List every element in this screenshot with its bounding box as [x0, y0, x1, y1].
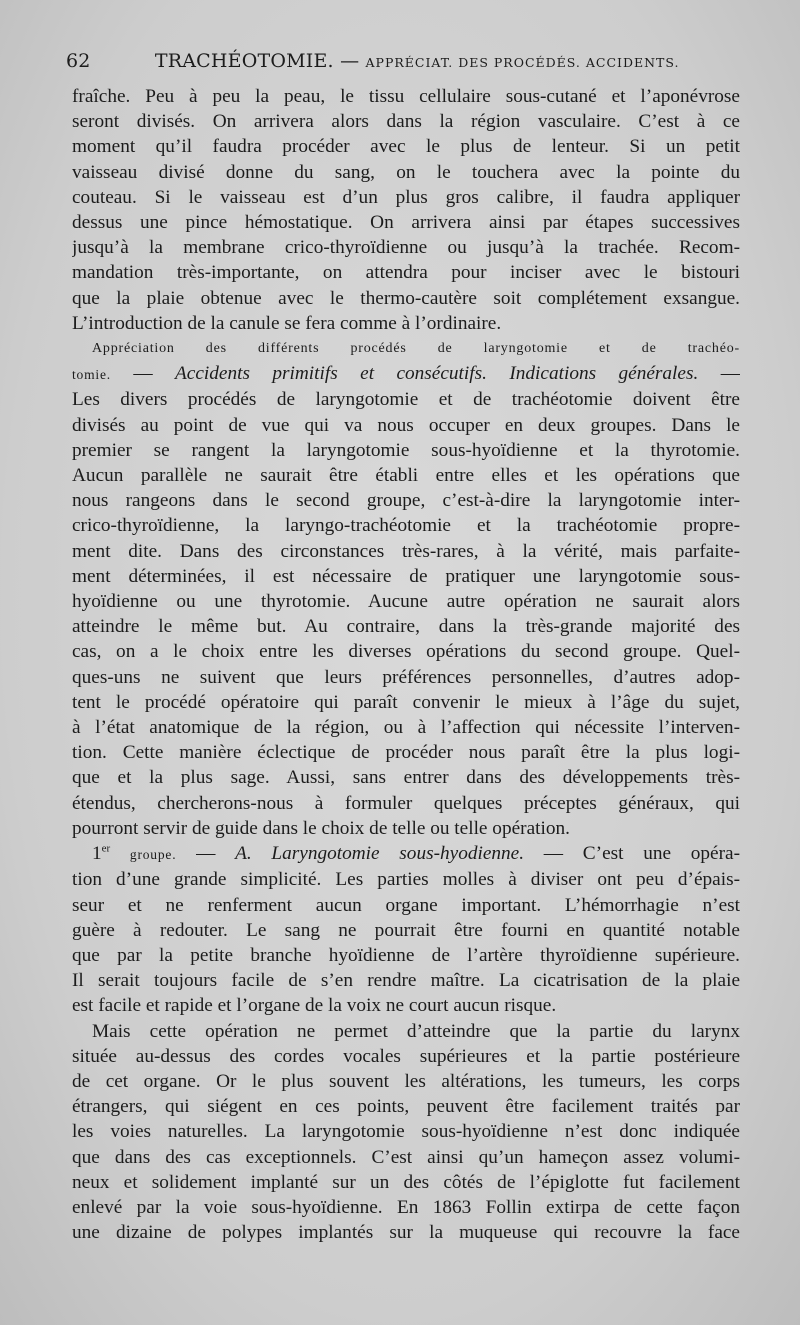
- text-line: guère à redouter. Le sang ne pourrait être fourni en quantité notable: [72, 919, 740, 941]
- group-number: 1: [92, 843, 102, 865]
- header-subtitle: APPRÉCIAT. DES PROCÉDÉS. ACCIDENTS.: [365, 55, 680, 70]
- text-line: divisés au point de vue qui va nous occuper en deux groupes. Dans le: [72, 414, 740, 436]
- page-number: 62: [66, 50, 91, 72]
- text-line: ment dite. Dans des circonstances très-rares, à la vérité, mais parfaite-: [72, 540, 740, 562]
- text-line: située au-dessus des cordes vocales supérieures et la partie postérieure: [72, 1045, 740, 1067]
- section-heading-tail: [72, 361, 740, 387]
- text-line: Aucun parallèle ne saurait être établi entre elles et les opérations que: [72, 465, 740, 487]
- running-header: [66, 50, 746, 72]
- text-line: mandation très-importante, on attendra pour inciser avec le bistouri: [72, 262, 740, 284]
- text-line: que et la plus sage. Aussi, sans entrer dans des développements très-: [72, 767, 740, 789]
- group-dash: —: [196, 843, 216, 865]
- text-line: couteau. Si le vaisseau est d’un plus gros calibre, il faudra appliquer: [72, 186, 740, 208]
- section-heading: Appréciation des différents procédés de laryngotomie et de trachéo-: [92, 341, 740, 357]
- text-line: dessus une pince hémostatique. On arrivera ainsi par étapes successives: [72, 212, 740, 234]
- group-heading-line: [72, 841, 740, 867]
- text-line: tion d’une grande simplicité. Les parties molles à diviser ont peu d’épais-: [72, 869, 740, 891]
- text-line: atteindre le même but. Au contraire, dans la très-grande majorité des: [72, 616, 740, 638]
- text-line: les voies naturelles. La laryngotomie sous-hyoïdienne n’est donc indiquée: [72, 1121, 740, 1143]
- text-line: est facile et rapide et l’organe de la voix ne court aucun risque.: [72, 995, 557, 1017]
- group-number-suffix: er: [101, 842, 111, 855]
- text-line: que la plaie obtenue avec le thermo-cautère soit complétement exsangue.: [72, 287, 740, 309]
- text-line: Les divers procédés de laryngotomie et de trachéotomie doivent être: [72, 389, 740, 411]
- text-line: pourront servir de guide dans le choix de telle ou telle opération.: [72, 817, 570, 839]
- header-dash: —: [340, 50, 360, 72]
- text-line: vaisseau divisé donne du sang, on le touchera avec la pointe du: [72, 161, 740, 183]
- group-word: groupe.: [129, 847, 177, 863]
- text-line: enlevé par la voie sous-hyoïdienne. En 1863 Follin extirpa de cette façon: [72, 1196, 740, 1218]
- text-line: neux et solidement implanté sur un des côtés de l’épiglotte fut facilement: [72, 1171, 740, 1193]
- text-line: cas, on a le choix entre les diverses opérations du second groupe. Quel-: [72, 641, 740, 663]
- text-line: que par la petite branche hyoïdienne de l’artère thyroïdienne supérieure.: [72, 944, 740, 966]
- text-line: ment déterminées, il est nécessaire de pratiquer une laryngotomie sous-: [72, 565, 740, 587]
- section-heading-end-dash: —: [720, 363, 740, 385]
- text-line: moment qu’il faudra procéder avec le plus de lenteur. Si un petit: [72, 136, 740, 158]
- text-line: Il serait toujours facile de s’en rendre maître. La cicatrisation de la plaie: [72, 970, 740, 992]
- group-rest: — C’est une opéra-: [543, 843, 740, 865]
- text-line: L’introduction de la canule se fera comme à l’ordinaire.: [72, 312, 502, 334]
- text-line: nous rangeons dans le second groupe, c’est-à-dire la laryngotomie inter-: [72, 490, 740, 512]
- text-line: étrangers, qui siégent en ces points, peuvent être facilement traités par: [72, 1096, 740, 1118]
- section-heading-tomie: tomie.: [72, 367, 111, 383]
- text-line: seront divisés. On arrivera alors dans la région vasculaire. C’est à ce: [72, 111, 740, 133]
- header-title: TRACHÉOTOMIE.: [154, 50, 334, 72]
- group-subtitle: A. Laryngotomie sous-hyodienne.: [235, 843, 525, 865]
- text-line: une dizaine de polypes implantés sur la muqueuse qui recouvre la face: [72, 1222, 740, 1244]
- text-line: jusqu’à la membrane crico-thyroïdienne ou jusqu’à la trachée. Recom-: [72, 237, 740, 259]
- text-line: fraîche. Peu à peu la peau, le tissu cellulaire sous-cutané et l’aponévrose: [72, 86, 740, 107]
- section-heading-subtitle: Accidents primitifs et consécutifs. Indications générales.: [175, 363, 699, 385]
- text-line: que dans des cas exceptionnels. C’est ainsi qu’un hameçon assez volumi-: [72, 1146, 740, 1168]
- text-line: étendus, chercherons-nous à formuler quelques préceptes généraux, qui: [72, 792, 740, 814]
- text-line: de cet organe. Or le plus souvent les altérations, les tumeurs, les corps: [72, 1070, 740, 1092]
- text-line: à l’état anatomique de la région, ou à l’affection qui nécessite l’interven-: [72, 717, 740, 739]
- text-line: premier se rangent la laryngotomie sous-hyoïdienne et la thyrotomie.: [72, 439, 740, 461]
- text-line: Mais cette opération ne permet d’atteindre que la partie du larynx: [92, 1020, 740, 1042]
- text-line: ques-uns ne suivent que leurs préférences personnelles, d’autres adop-: [72, 666, 740, 688]
- text-line: crico-thyroïdienne, la laryngo-trachéotomie et la trachéotomie propre-: [72, 515, 740, 537]
- body-text: [72, 84, 740, 1245]
- text-line: tent le procédé opératoire qui paraît convenir le mieux à l’âge du sujet,: [72, 691, 740, 713]
- text-line: hyoïdienne ou une thyrotomie. Aucune autre opération ne saurait alors: [72, 591, 740, 613]
- text-line: seur et ne renferment aucun organe important. L’hémorrhagie n’est: [72, 894, 740, 916]
- section-heading-dash: —: [133, 363, 153, 385]
- text-line: tion. Cette manière éclectique de procéder nous paraît être la plus logi-: [72, 742, 740, 764]
